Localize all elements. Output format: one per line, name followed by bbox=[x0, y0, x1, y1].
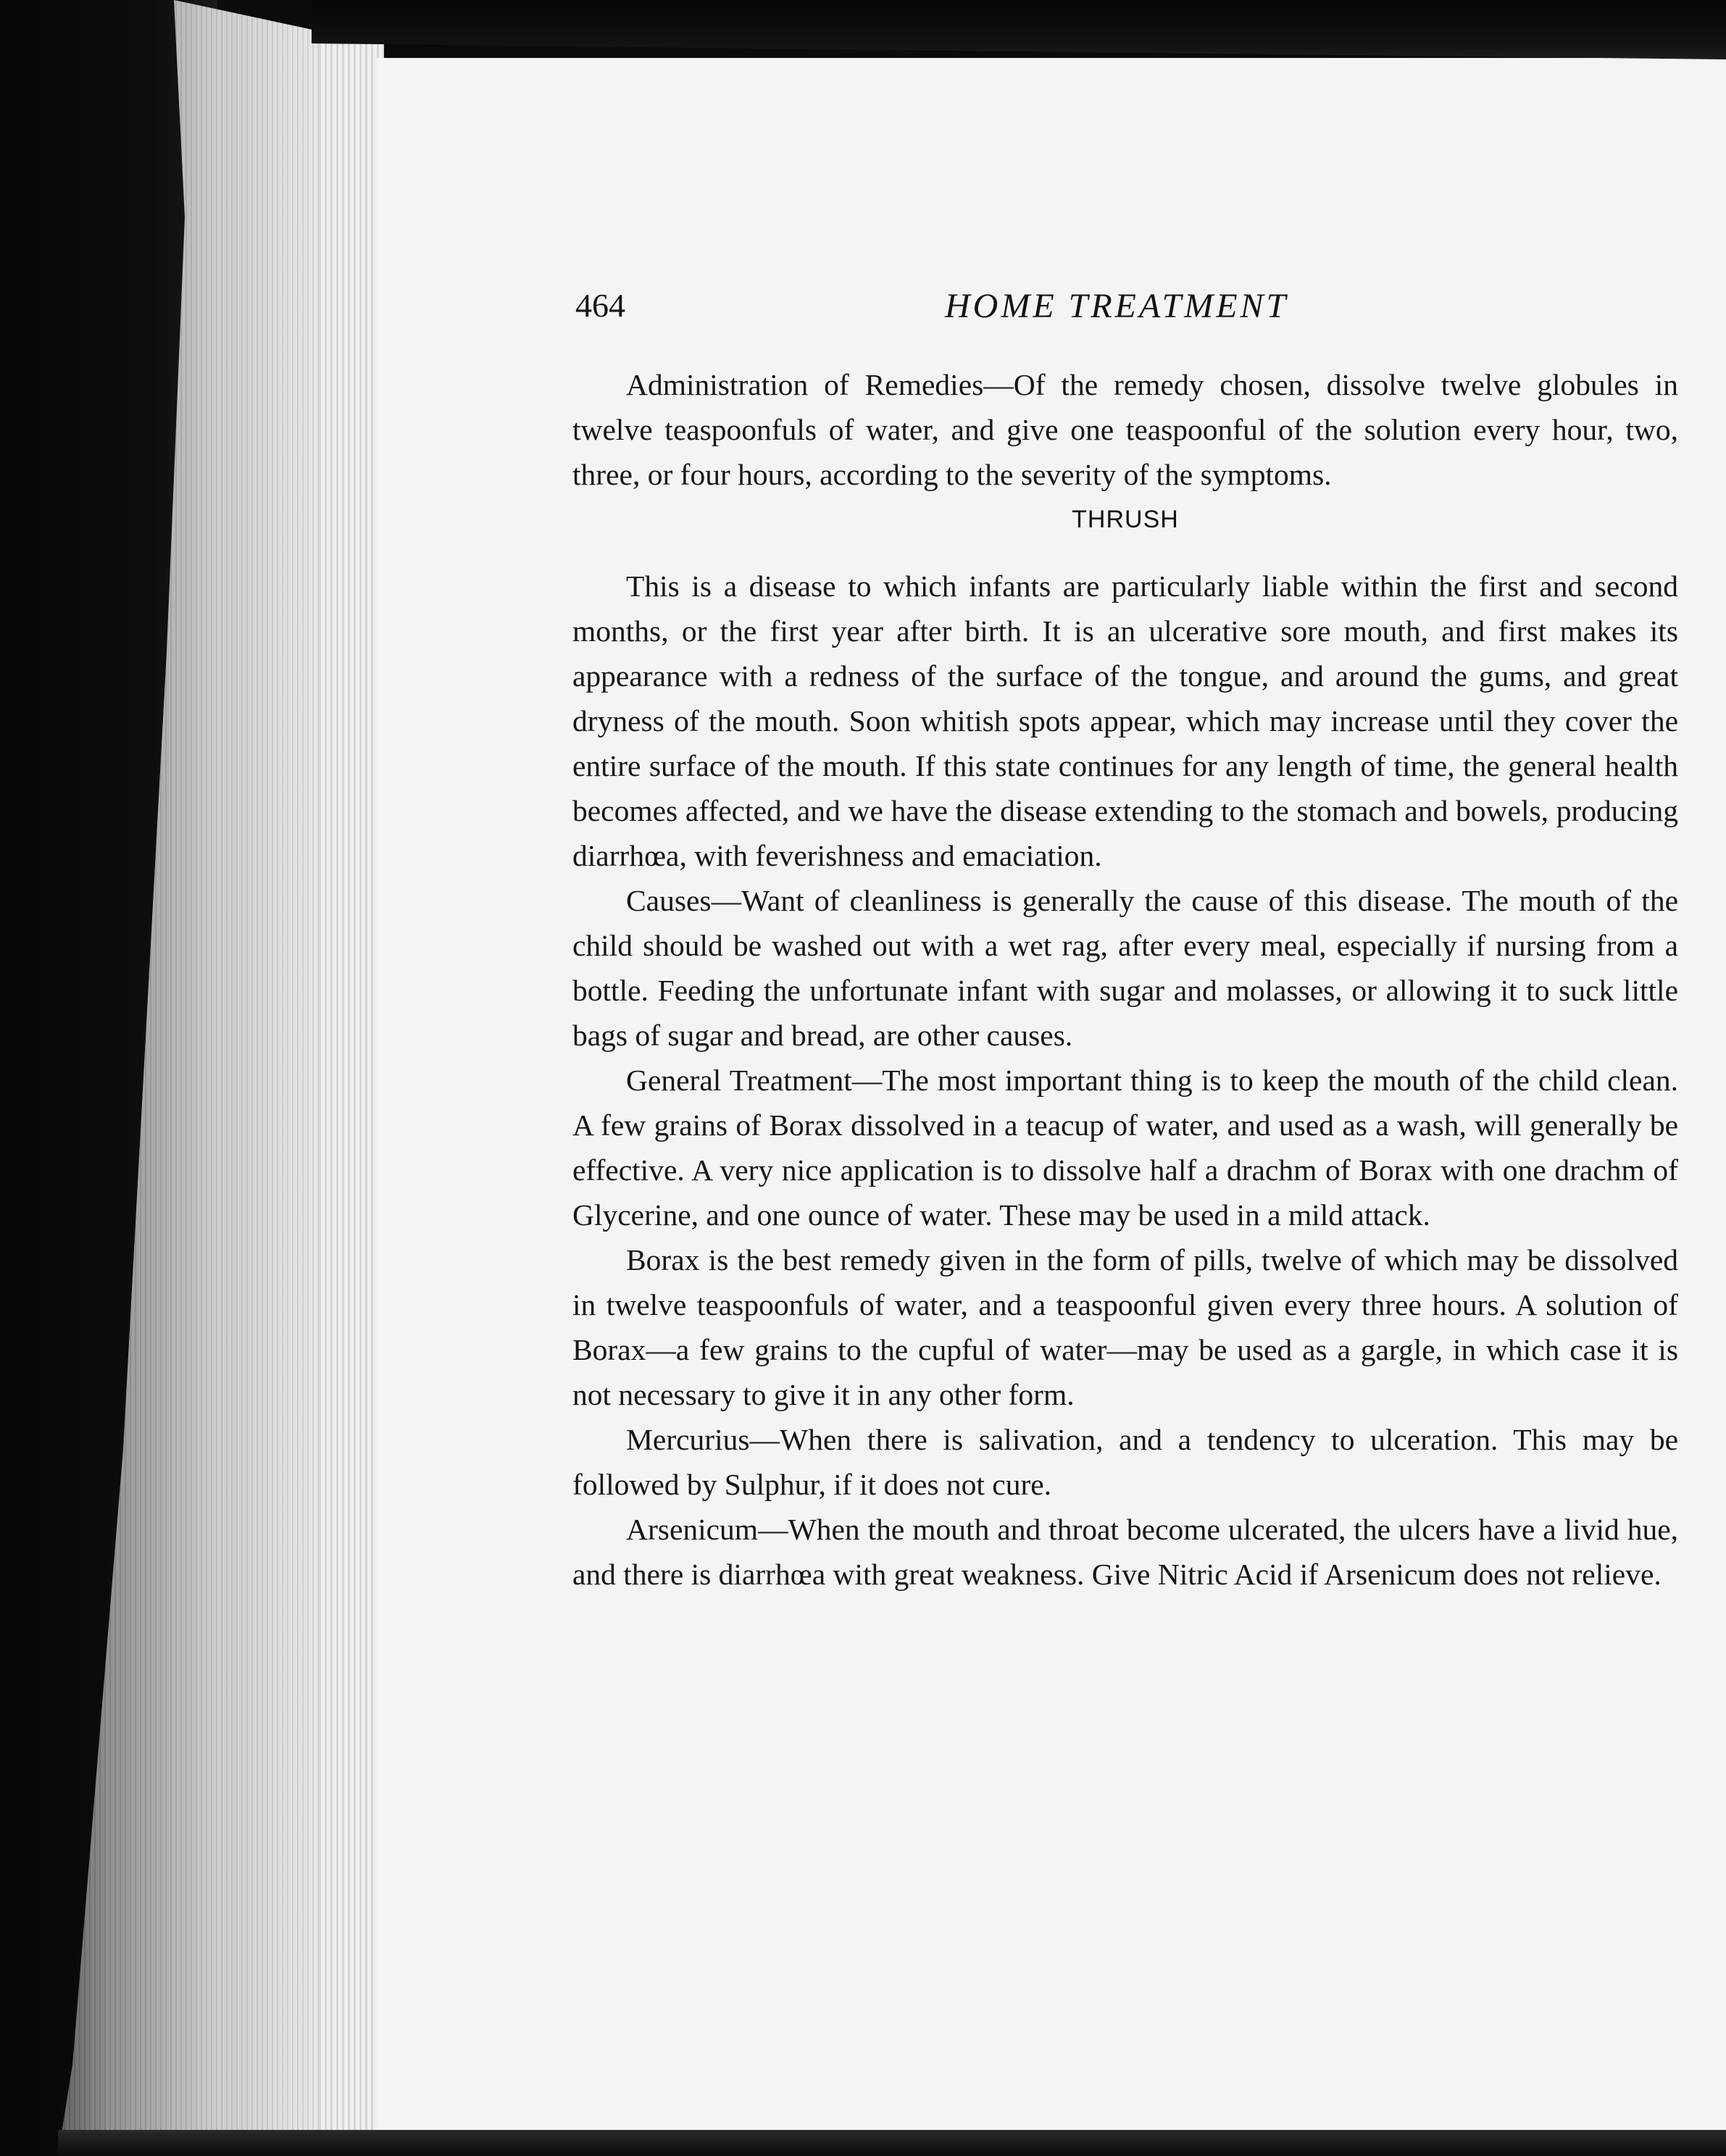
paragraph-arsenicum: Arsenicum—When the mouth and throat become ulcerated, the ulcers have a livid hue, and there is diarrhœa with great weakness. Give Nitric Acid if Arsenicum does not relieve. bbox=[572, 1513, 1678, 1591]
page-number: 464 bbox=[575, 287, 625, 324]
paragraph-thrush-description: This is a disease to which infants are particularly liable within the first and second months, or the first year after birth. It is an ulcerative sore mouth, and first makes its appearance with a redness of the surface of the tongue, and around the gums, and great dryness of the mouth. Soon whitish spots appear, which may increase until they cover the entire surface of the mouth. If this state continues for any length of time, the general health becomes affected, and we have the disease extending to the stomach and bowels, producing diarrhœa, with feverishness and emaciation. bbox=[572, 569, 1678, 872]
paragraph-borax: Borax is the best remedy given in the form of pills, twelve of which may be dissolved in twelve teaspoonfuls of water, and a teaspoonful given every three hours. A solution of Borax—a few grains to the cupful of water—may be used as a gargle, in which case it is not necessary to give it in any other form. bbox=[572, 1243, 1678, 1411]
running-title: HOME TREATMENT bbox=[945, 287, 1289, 325]
page-stack bbox=[319, 40, 384, 2156]
paragraph-causes: Causes—Want of cleanliness is generally the cause of this disease. The mouth of the child should be washed out with a wet rag, after every meal, especially if nursing from a bottle. Feeding the unfortunate infant with sugar and molasses, or allowing it to suck little bags of sugar and bread, are other causes. bbox=[572, 884, 1678, 1052]
section-heading: THRUSH bbox=[1072, 506, 1179, 533]
paragraph-mercurius: Mercurius—When there is salivation, and a tendency to ulceration. This may be followed by Sulphur, if it does not cure. bbox=[572, 1423, 1678, 1501]
body-text bbox=[572, 362, 1678, 1597]
top-shadow bbox=[312, 0, 1726, 65]
bottom-edge bbox=[58, 2130, 1726, 2156]
running-head bbox=[575, 286, 1678, 337]
paragraph-general-treatment: General Treatment—The most important thing is to keep the mouth of the child clean. A few grains of Borax dissolved in a teacup of water, and used as a wash, will generally be effective. A very nice application is to dissolve half a drachm of Borax with one drachm of Glycerine, and one ounce of water. These may be used in a mild attack. bbox=[572, 1064, 1678, 1232]
paragraph-administration: Administration of Remedies—Of the remedy chosen, dissolve twelve globules in twelve teaspoonfuls of water, and give one teaspoonful of the solution every hour, two, three, or four hours, according to the severity of the symptoms. bbox=[572, 368, 1678, 491]
